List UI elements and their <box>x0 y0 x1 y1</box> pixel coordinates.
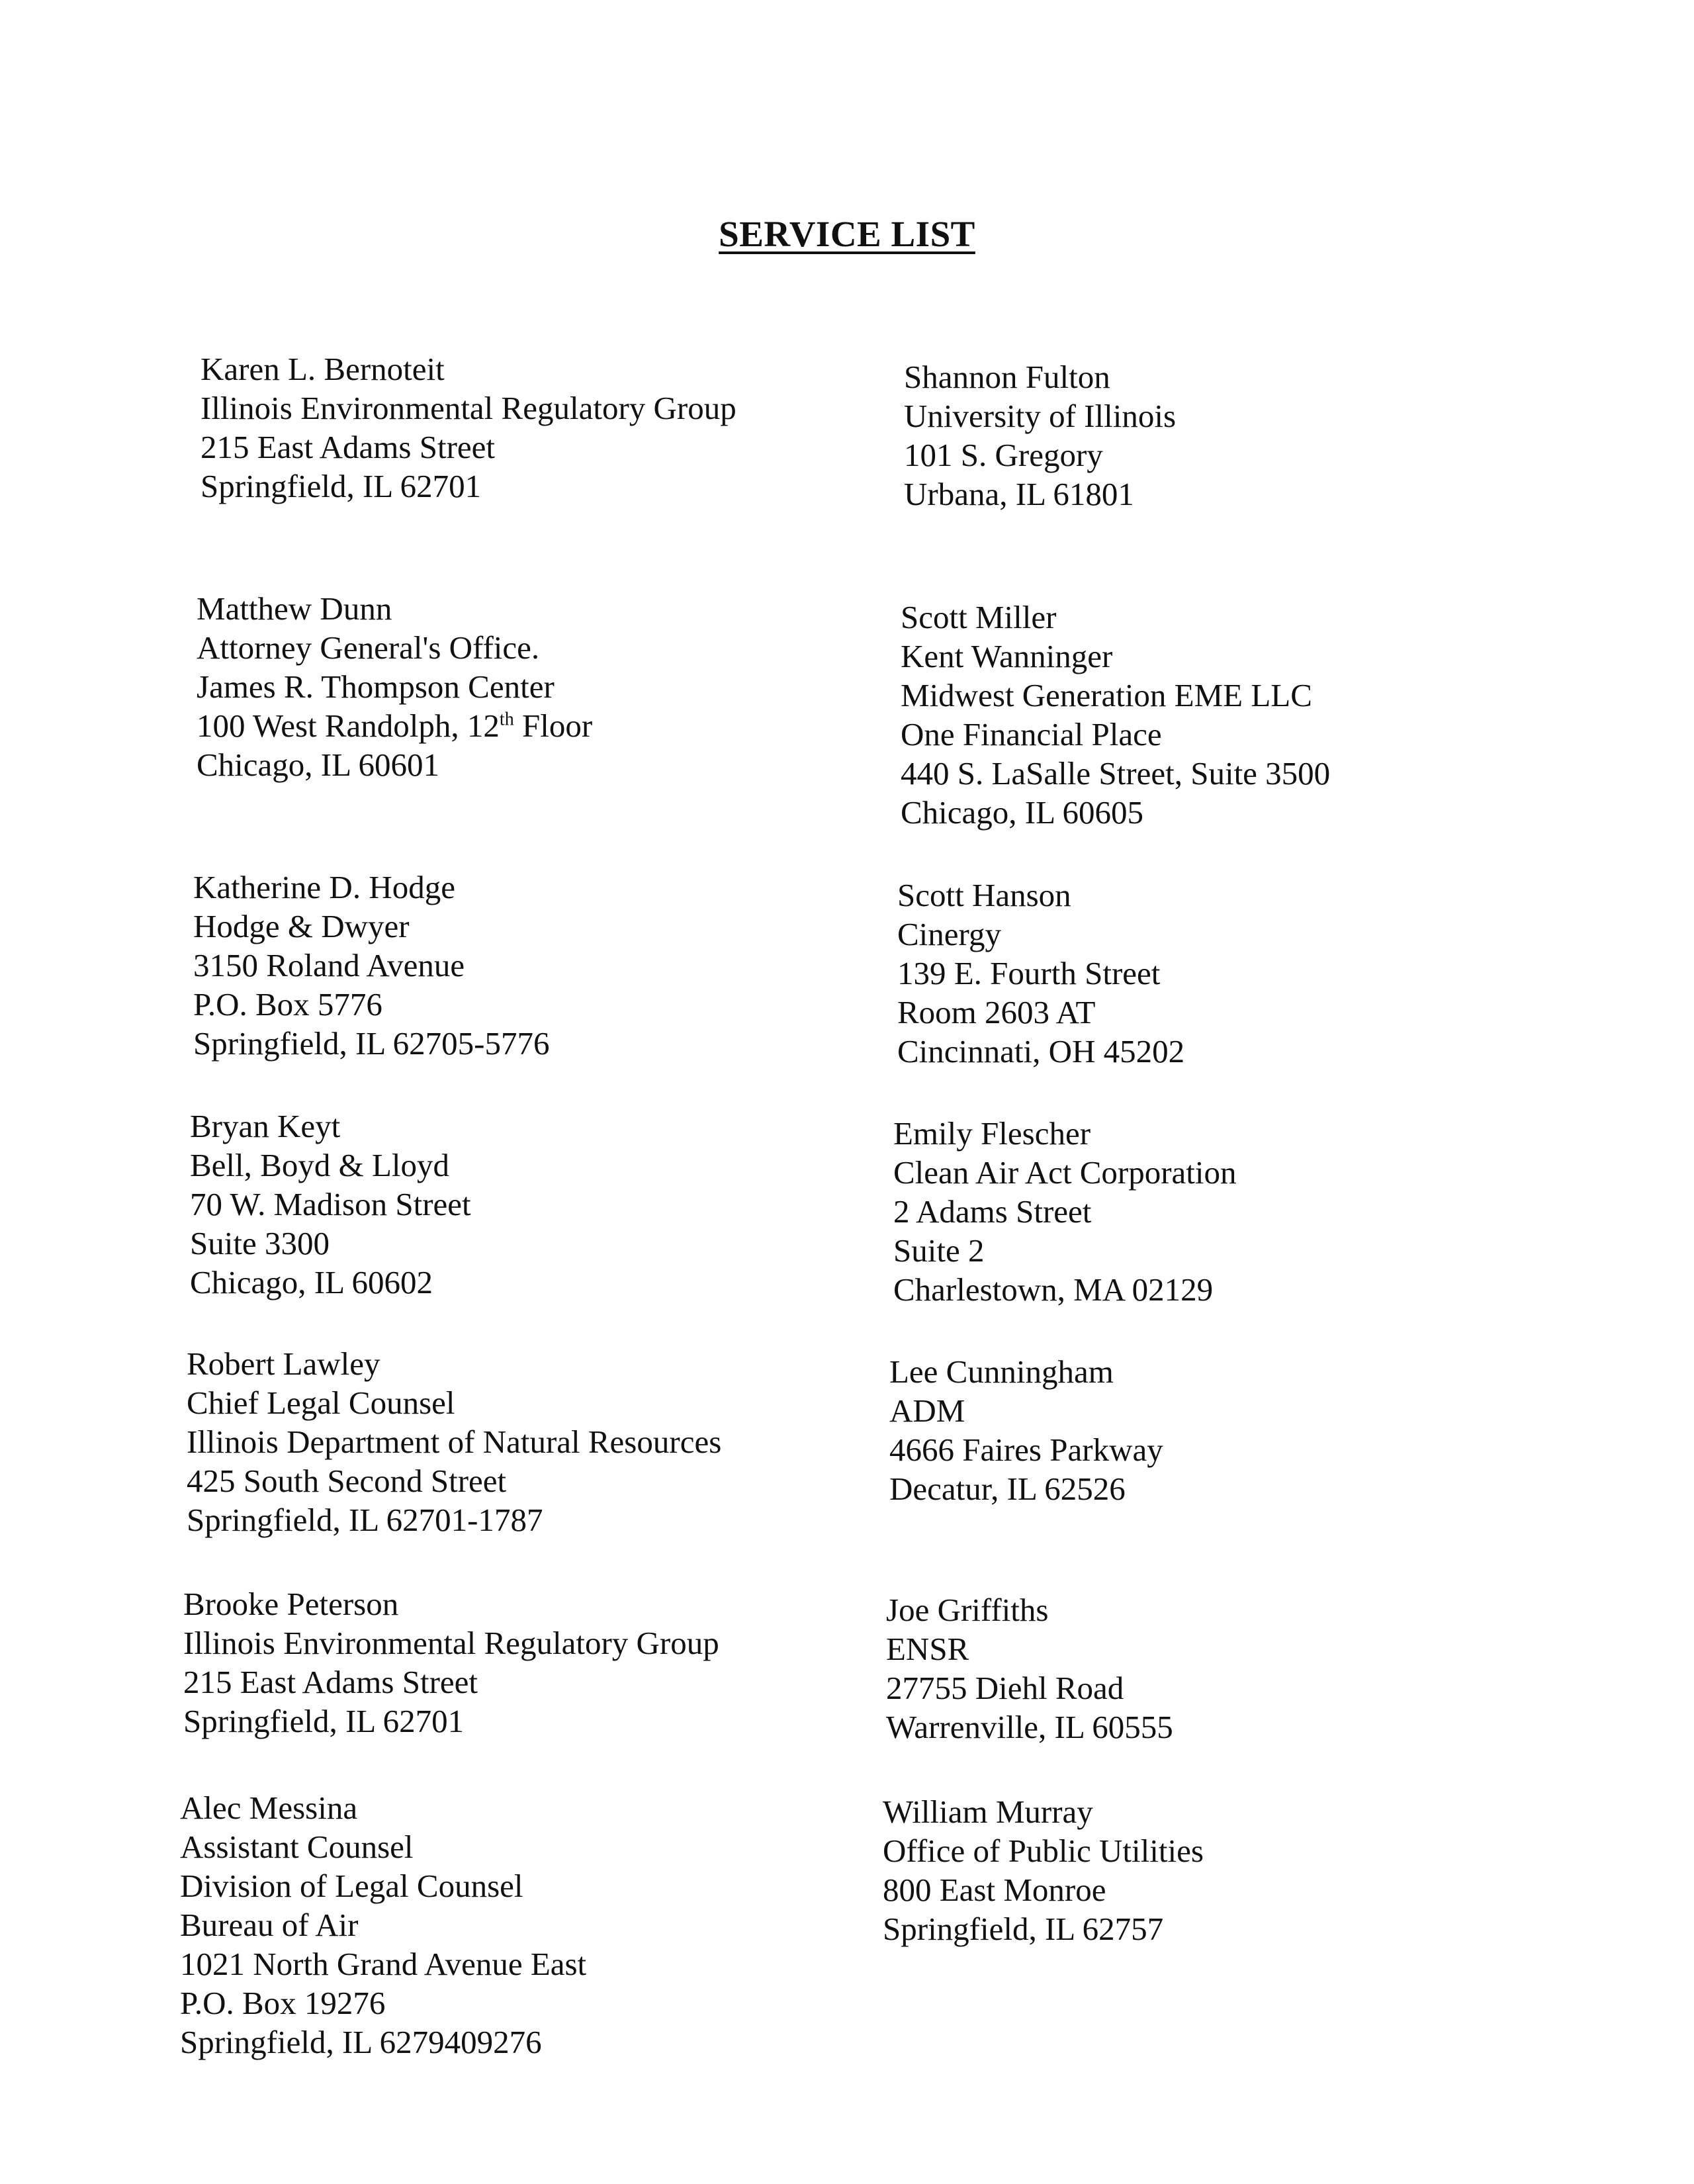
entry-street <box>197 706 592 745</box>
service-entry-bernoteit <box>201 349 736 506</box>
entry-street: 215 East Adams Street <box>201 429 496 465</box>
entry-city: Springfield, IL 62701-1787 <box>187 1502 543 1538</box>
entry-street: 3150 Roland Avenue <box>193 947 465 983</box>
entry-name: Joe Griffiths <box>886 1592 1049 1628</box>
entry-city: Springfield, IL 62701 <box>201 468 482 504</box>
entry-name: Lee Cunningham <box>889 1353 1114 1390</box>
entry-street: 70 W. Madison Street <box>190 1186 471 1222</box>
entry-organization: Midwest Generation EME LLC <box>901 677 1312 713</box>
service-entry-miller <box>901 598 1330 832</box>
entry-organization: Office of Public Utilities <box>883 1833 1204 1869</box>
entry-street: 4666 Faires Parkway <box>889 1432 1163 1468</box>
entry-bureau: Bureau of Air <box>180 1907 359 1943</box>
entry-city: Urbana, IL 61801 <box>904 476 1134 512</box>
entry-city: Chicago, IL 60601 <box>197 747 439 783</box>
entry-organization: Clean Air Act Corporation <box>893 1154 1237 1191</box>
service-entry-murray <box>883 1792 1204 1948</box>
entry-organization: ENSR <box>886 1631 969 1667</box>
entry-division: Division of Legal Counsel <box>180 1868 523 1904</box>
entry-city: Chicago, IL 60602 <box>190 1264 433 1300</box>
service-entry-fulton <box>904 357 1176 514</box>
entry-name-second: Kent Wanninger <box>901 638 1113 674</box>
entry-name: Karen L. Bernoteit <box>201 351 445 387</box>
entry-street: 2 Adams Street <box>893 1193 1092 1230</box>
page-title: SERVICE LIST <box>719 214 975 254</box>
entry-organization: Illinois Department of Natural Resources <box>187 1424 722 1460</box>
entry-name: Matthew Dunn <box>197 590 392 627</box>
entry-room: Room 2603 AT <box>897 994 1096 1030</box>
entry-organization: Hodge & Dwyer <box>193 908 410 944</box>
entry-title: Chief Legal Counsel <box>187 1385 455 1421</box>
entry-street-floor: Floor <box>513 707 593 744</box>
ordinal-suffix: th <box>499 709 514 730</box>
entry-title: Assistant Counsel <box>180 1829 414 1865</box>
entry-street: 1021 North Grand Avenue East <box>180 1946 587 1982</box>
service-entry-lawley <box>187 1344 721 1539</box>
entry-organization: ADM <box>889 1392 965 1429</box>
entry-name: Shannon Fulton <box>904 359 1110 395</box>
service-entry-hanson <box>897 876 1184 1071</box>
entry-name: William Murray <box>883 1794 1093 1830</box>
entry-building: James R. Thompson Center <box>197 668 555 705</box>
service-entry-flescher <box>893 1114 1237 1309</box>
service-entry-dunn <box>197 589 592 784</box>
entry-street: 215 East Adams Street <box>183 1664 478 1700</box>
entry-organization: Bell, Boyd & Lloyd <box>190 1147 449 1183</box>
entry-name: Scott Miller <box>901 599 1057 635</box>
entry-street: 101 S. Gregory <box>904 437 1103 473</box>
entry-name: Emily Flescher <box>893 1115 1091 1152</box>
entry-city: Springfield, IL 6279409276 <box>180 2024 542 2060</box>
entry-name: Alec Messina <box>180 1790 358 1826</box>
entry-city: Decatur, IL 62526 <box>889 1471 1126 1507</box>
entry-city: Springfield, IL 62757 <box>883 1911 1164 1947</box>
service-entry-peterson <box>183 1584 719 1741</box>
entry-city: Charlestown, MA 02129 <box>893 1271 1214 1308</box>
entry-city: Chicago, IL 60605 <box>901 794 1143 831</box>
entry-city: Cincinnati, OH 45202 <box>897 1033 1185 1069</box>
service-entry-messina <box>180 1788 586 2062</box>
entry-organization: Cinergy <box>897 916 1001 952</box>
service-entry-cunningham <box>889 1352 1163 1508</box>
entry-name: Robert Lawley <box>187 1345 380 1382</box>
entry-street: 139 E. Fourth Street <box>897 955 1161 991</box>
entry-building: One Financial Place <box>901 716 1162 752</box>
entry-city: Springfield, IL 62705-5776 <box>193 1025 550 1062</box>
entry-suite: Suite 2 <box>893 1232 985 1269</box>
entry-street: 800 East Monroe <box>883 1872 1106 1908</box>
entry-organization: Attorney General's Office. <box>197 629 540 666</box>
entry-street: 425 South Second Street <box>187 1463 507 1499</box>
entry-organization: Illinois Environmental Regulatory Group <box>201 390 736 426</box>
entry-city: Springfield, IL 62701 <box>183 1703 465 1739</box>
entry-name: Brooke Peterson <box>183 1586 399 1622</box>
entry-street-text: 100 West Randolph, 12 <box>197 707 500 744</box>
entry-suite: Suite 3300 <box>190 1225 330 1261</box>
service-entry-griffiths <box>886 1590 1173 1747</box>
entry-street: 27755 Diehl Road <box>886 1670 1124 1706</box>
entry-name: Katherine D. Hodge <box>193 869 455 905</box>
entry-city: Warrenville, IL 60555 <box>886 1709 1173 1745</box>
service-entry-keyt <box>190 1107 471 1302</box>
entry-po-box: P.O. Box 5776 <box>193 986 382 1023</box>
entry-name: Scott Hanson <box>897 877 1071 913</box>
entry-organization: University of Illinois <box>904 398 1177 434</box>
entry-po-box: P.O. Box 19276 <box>180 1985 386 2021</box>
service-entry-hodge <box>193 868 549 1063</box>
entry-organization: Illinois Environmental Regulatory Group <box>183 1625 719 1661</box>
entry-name: Bryan Keyt <box>190 1108 341 1144</box>
entry-street: 440 S. LaSalle Street, Suite 3500 <box>901 755 1331 792</box>
